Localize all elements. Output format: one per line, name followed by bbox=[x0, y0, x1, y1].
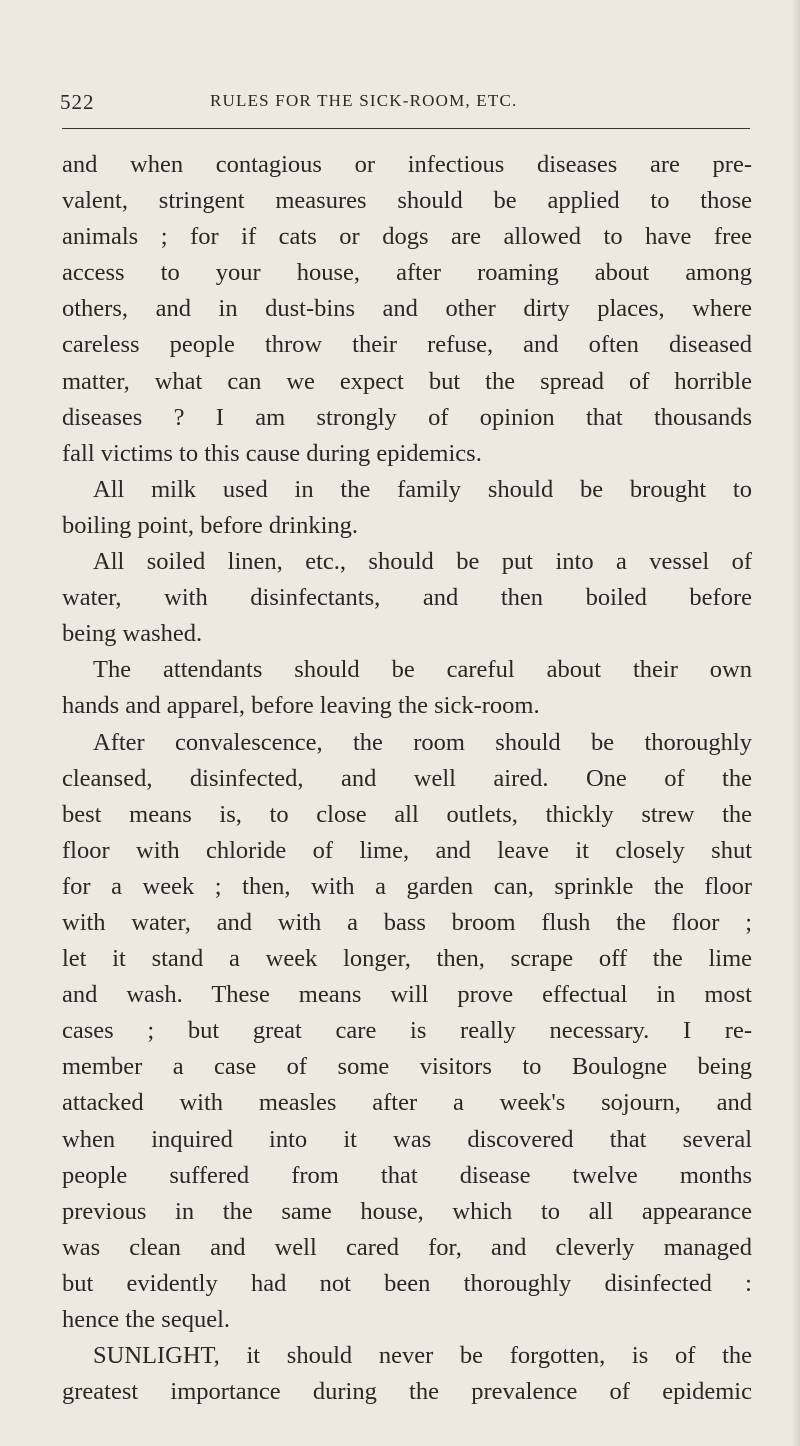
text-line: access to your house, after roaming about among bbox=[62, 259, 752, 287]
text-line: fall victims to this cause during epidemics. bbox=[62, 439, 482, 467]
text-line: previous in the same house, which to all appearance bbox=[62, 1197, 752, 1225]
text-line: but evidently had not been thoroughly disinfected : bbox=[62, 1269, 752, 1297]
text-line: careless people throw their refuse, and often diseased bbox=[62, 331, 752, 359]
text-line: After convalescence, the room should be thoroughly bbox=[93, 728, 752, 756]
text-line: animals ; for if cats or dogs are allowed to have free bbox=[62, 223, 752, 251]
text-line: diseases ? I am strongly of opinion that thousands bbox=[62, 403, 752, 431]
text-line: All soiled linen, etc., should be put into a vessel of bbox=[93, 548, 752, 576]
text-line: matter, what can we expect but the spread of horrible bbox=[62, 367, 752, 395]
text-line: cases ; but great care is really necessary. I re- bbox=[62, 1017, 752, 1045]
text-line: being washed. bbox=[62, 620, 203, 648]
text-line: hence the sequel. bbox=[62, 1306, 231, 1333]
text-line: when inquired into it was discovered that several bbox=[62, 1125, 752, 1153]
text-line: member a case of some visitors to Boulogne being bbox=[62, 1053, 752, 1081]
text-line: valent, stringent measures should be applied to those bbox=[62, 187, 752, 215]
text-line: hands and apparel, before leaving the sick-room. bbox=[62, 692, 540, 720]
text-line: others, and in dust-bins and other dirty places, where bbox=[62, 295, 752, 323]
text-line: was clean and well cared for, and cleverly managed bbox=[62, 1233, 752, 1261]
text-line: let it stand a week longer, then, scrape off the lime bbox=[62, 945, 752, 973]
text-line: people suffered from that disease twelve months bbox=[62, 1161, 752, 1189]
page-number: 522 bbox=[60, 90, 95, 114]
text-line: and wash. These means will prove effectual in most bbox=[62, 981, 752, 1009]
text-line: and when contagious or infectious diseases are pre- bbox=[62, 151, 752, 178]
text-line: greatest importance during the prevalence of epidemic bbox=[62, 1378, 752, 1406]
text-line: with water, and with a bass broom flush the floor ; bbox=[62, 908, 752, 936]
body-text bbox=[62, 147, 752, 1410]
text-line: attacked with measles after a week's sojourn, and bbox=[62, 1089, 752, 1117]
text-line: boiling point, before drinking. bbox=[62, 511, 358, 539]
header-rule bbox=[62, 128, 750, 129]
running-head bbox=[60, 90, 750, 116]
text-line: SUNLIGHT, it should never be forgotten, is of the bbox=[93, 1342, 752, 1370]
running-title: RULES FOR THE SICK-ROOM, ETC. bbox=[210, 91, 518, 110]
text-line: All milk used in the family should be brought to bbox=[93, 475, 752, 503]
text-line: floor with chloride of lime, and leave it closely shut bbox=[62, 836, 752, 864]
text-line: best means is, to close all outlets, thickly strew the bbox=[62, 800, 752, 828]
text-line: cleansed, disinfected, and well aired. One of the bbox=[62, 764, 752, 792]
text-line: for a week ; then, with a garden can, sprinkle the floor bbox=[62, 872, 752, 900]
text-line: water, with disinfectants, and then boiled before bbox=[62, 584, 752, 612]
text-line: The attendants should be careful about their own bbox=[93, 656, 752, 684]
page-edge-shadow bbox=[792, 0, 800, 1446]
